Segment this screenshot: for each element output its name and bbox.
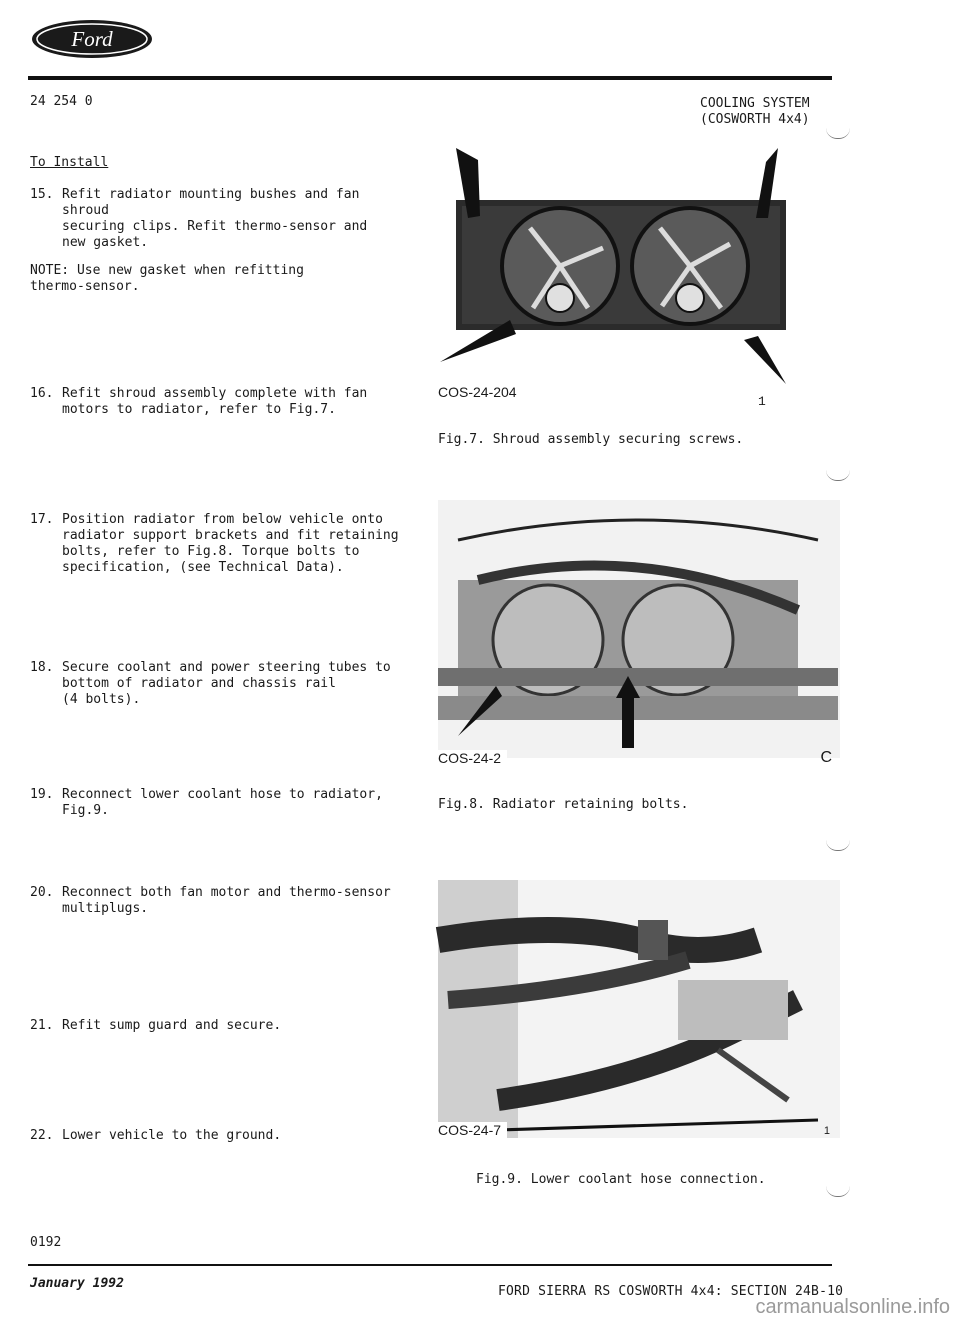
figure-8-caption: Fig.8. Radiator retaining bolts. xyxy=(438,797,689,812)
figure-9-caption: Fig.9. Lower coolant hose connection. xyxy=(476,1172,766,1187)
figure-7-illustration xyxy=(438,148,828,409)
footer-rule xyxy=(28,1264,832,1266)
header-rule xyxy=(28,76,832,80)
step-number: 16. xyxy=(30,386,54,401)
margin-mark xyxy=(826,1186,850,1197)
page-code: 0192 xyxy=(30,1235,62,1250)
step-number: 21. xyxy=(30,1018,54,1033)
section-title-line2: (COSWORTH 4x4) xyxy=(700,112,810,127)
step-text: Secure coolant and power steering tubes to bottom of radiator and chassis rail (4 bolts). xyxy=(62,660,391,707)
document-number: 24 254 0 xyxy=(30,94,93,109)
issue-date: January 1992 xyxy=(30,1276,124,1291)
step-text: Reconnect both fan motor and thermo-sensor multiplugs. xyxy=(62,885,391,916)
step-number: 17. xyxy=(30,512,54,527)
section-title xyxy=(700,96,840,128)
margin-mark xyxy=(826,840,850,851)
watermark: carmanualsonline.info xyxy=(755,1296,950,1318)
svg-text:Ford: Ford xyxy=(71,27,113,51)
step-number: 22. xyxy=(30,1128,54,1143)
note: NOTE: Use new gasket when refitting thermo-sensor. xyxy=(30,263,304,294)
install-heading: To Install xyxy=(30,155,109,170)
ford-logo xyxy=(30,18,154,60)
step-text: Position radiator from below vehicle onto radiator support brackets and fit retaining bolts, refer to Fig.8. Torque bolts to specification, (see Technical Data). xyxy=(62,512,399,575)
figure-8-code: COS-24-2 xyxy=(438,750,507,766)
step-text: Refit radiator mounting bushes and fan shroud securing clips. Refit thermo-sensor and new gasket. xyxy=(62,187,368,250)
figure-9-photo xyxy=(438,880,840,1138)
figure-8-photo xyxy=(438,500,840,766)
margin-mark xyxy=(826,128,850,139)
step-text: Refit sump guard and secure. xyxy=(62,1018,282,1033)
section-reference: FORD SIERRA RS COSWORTH 4x4: SECTION 24B-10 xyxy=(498,1284,844,1299)
step-text: Refit shroud assembly complete with fan motors to radiator, refer to Fig.7. xyxy=(62,386,368,417)
step-number: 18. xyxy=(30,660,54,675)
figure-7-code: COS-24-204 xyxy=(438,384,517,400)
figure-7-caption: Fig.7. Shroud assembly securing screws. xyxy=(438,432,744,447)
svg-text:1: 1 xyxy=(758,394,766,409)
figure-9-code: COS-24-7 xyxy=(438,1122,507,1138)
step-text: Reconnect lower coolant hose to radiator, Fig.9. xyxy=(62,787,383,818)
svg-text:1: 1 xyxy=(823,1125,830,1137)
step-number: 15. xyxy=(30,187,54,202)
step-text: Lower vehicle to the ground. xyxy=(62,1128,282,1143)
section-title-line1: COOLING SYSTEM xyxy=(700,96,810,111)
step-number: 19. xyxy=(30,787,54,802)
margin-mark xyxy=(826,470,850,481)
svg-text:C: C xyxy=(820,749,832,766)
step-number: 20. xyxy=(30,885,54,900)
